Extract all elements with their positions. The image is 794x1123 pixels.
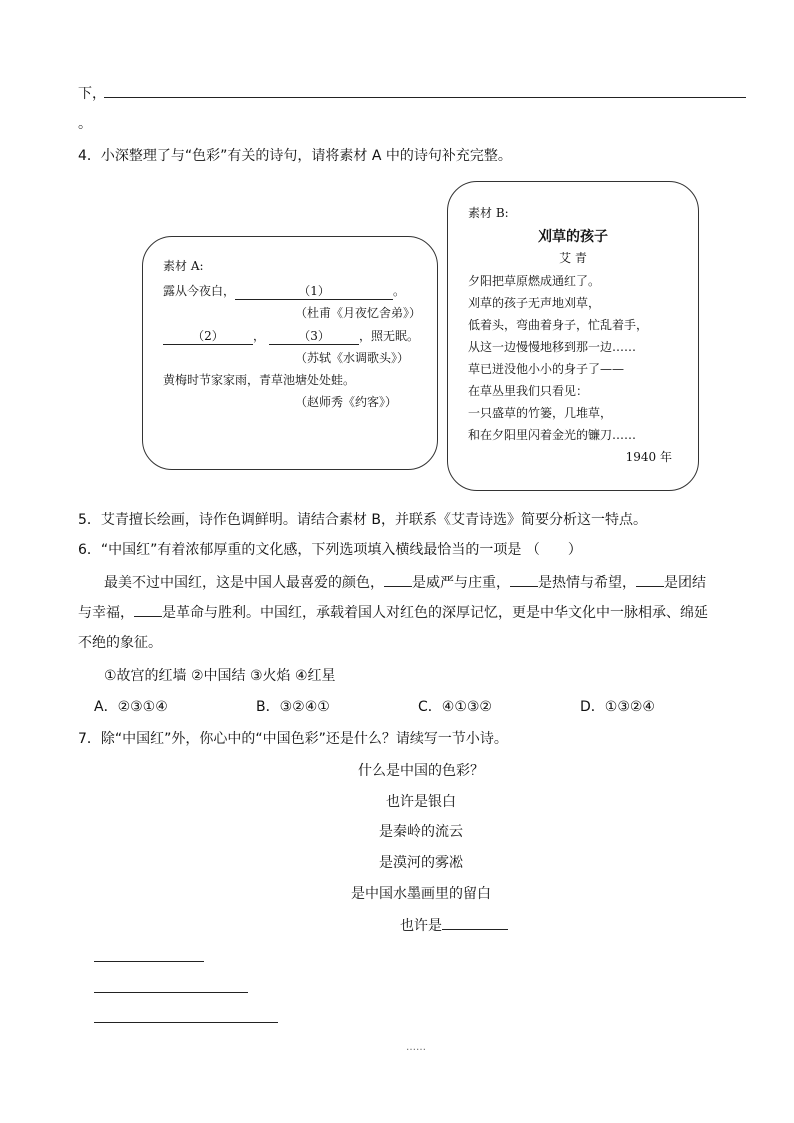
passage-text: 与幸福， (78, 605, 134, 621)
blank-3[interactable]: （3） (269, 327, 359, 345)
passage-blank-4[interactable] (134, 616, 162, 617)
question-6: 6．“中国红”有着浓郁厚重的文化感，下列选项填入横线最恰当的一项是 （ ） (78, 542, 582, 558)
footer-dots: …… (406, 1042, 426, 1053)
passage-text: 最美不过中国红，这是中国人最喜爱的颜色， (104, 575, 384, 591)
question-6-items: ①故宫的红墙 ②中国结 ③火焰 ④红星 (104, 668, 336, 684)
passage-blank-3[interactable] (636, 586, 664, 587)
answer-period: 。 (78, 116, 92, 132)
poem-line: 在草丛里我们只看见： (468, 384, 589, 398)
poem-line-4: 是漠河的雾凇 (379, 855, 463, 871)
answer-line-3[interactable] (94, 1022, 278, 1023)
answer-line-2[interactable] (94, 992, 248, 993)
material-a-line-3: 黄梅时节家家雨，青草池塘处处蛙。 (163, 373, 356, 387)
question-6-passage-line-3: 不绝的象征。 (78, 635, 162, 651)
passage-blank-1[interactable] (384, 586, 412, 587)
option-a[interactable]: A．②③①④ (94, 699, 168, 715)
line-1-start: 露从今夜白， (163, 284, 236, 298)
material-a-line-1 (163, 282, 405, 300)
poem-line: 草已迸没他小小的身子了—— (468, 362, 625, 376)
material-a-box (142, 236, 438, 470)
option-b[interactable]: B．③②④① (256, 699, 330, 715)
material-a-source-2: （苏轼《水调歌头》） (295, 351, 410, 365)
poem-author: 艾 青 (559, 251, 587, 265)
question-7: 7．除“中国红”外，你心中的“中国色彩”还是什么？请续写一节小诗。 (78, 731, 508, 747)
material-b-box (447, 181, 699, 491)
passage-text: 是革命与胜利。中国红，承载着国人对红色的深厚记忆，更是中华文化中一脉相承、绵延 (162, 605, 708, 621)
poem-line: 刈草的孩子无声地刈草， (468, 296, 601, 310)
poem-line: 一只盛草的竹篓，几堆草， (468, 406, 613, 420)
line-2-end: ，照无眠。 (359, 329, 420, 343)
poem-continue-line (400, 915, 508, 935)
continued-answer-prefix: 下， (78, 86, 106, 102)
poem-line-2: 也许是银白 (386, 794, 456, 810)
option-c[interactable]: C．④①③② (418, 699, 492, 715)
question-6-passage-line-2 (78, 602, 708, 622)
poem-line-1: 什么是中国的色彩？ (358, 763, 484, 779)
poem-line: 低着头，弯曲着身子，忙乱着手， (468, 318, 649, 332)
passage-text: 是团结 (664, 575, 706, 591)
line-1-end: 。 (393, 284, 406, 298)
passage-text: 是热情与希望， (538, 575, 636, 591)
material-b-label: 素材 B: (468, 206, 509, 220)
material-a-label: 素材 A: (163, 259, 204, 273)
question-4: 4．小深整理了与“色彩”有关的诗句，请将素材 A 中的诗句补充完整。 (78, 148, 512, 164)
question-6-passage-line-1 (104, 572, 706, 592)
poem-continue-blank[interactable] (442, 929, 508, 930)
question-5: 5．艾青擅长绘画，诗作色调鲜明。请结合素材 B，并联系《艾青诗选》简要分析这一特点。 (78, 512, 647, 528)
comma: ， (253, 329, 266, 343)
material-a-line-2 (163, 327, 419, 345)
poem-title: 刈草的孩子 (538, 229, 608, 245)
answer-line-1[interactable] (94, 961, 204, 962)
passage-blank-2[interactable] (510, 586, 538, 587)
poem-year: 1940 年 (625, 450, 672, 464)
material-a-source-3: （赵师秀《约客》） (295, 395, 398, 409)
blank-2[interactable]: （2） (163, 327, 253, 345)
poem-line-3: 是秦岭的流云 (379, 824, 463, 840)
option-d[interactable]: D．①③②④ (580, 699, 655, 715)
passage-text: 是威严与庄重， (412, 575, 510, 591)
poem-line-5: 是中国水墨画里的留白 (351, 886, 491, 902)
poem-continue-prefix: 也许是 (400, 918, 442, 934)
poem-line: 夕阳把草原燃成通红了。 (468, 274, 601, 288)
material-a-source-1: （杜甫《月夜忆舍弟》） (295, 306, 422, 320)
poem-line: 和在夕阳里闪着金光的镰刀…… (468, 428, 637, 442)
blank-1[interactable]: （1） (235, 282, 393, 300)
answer-line[interactable] (104, 97, 746, 98)
poem-line: 从这一边慢慢地移到那一边…… (468, 340, 637, 354)
poem-lines (468, 270, 648, 446)
